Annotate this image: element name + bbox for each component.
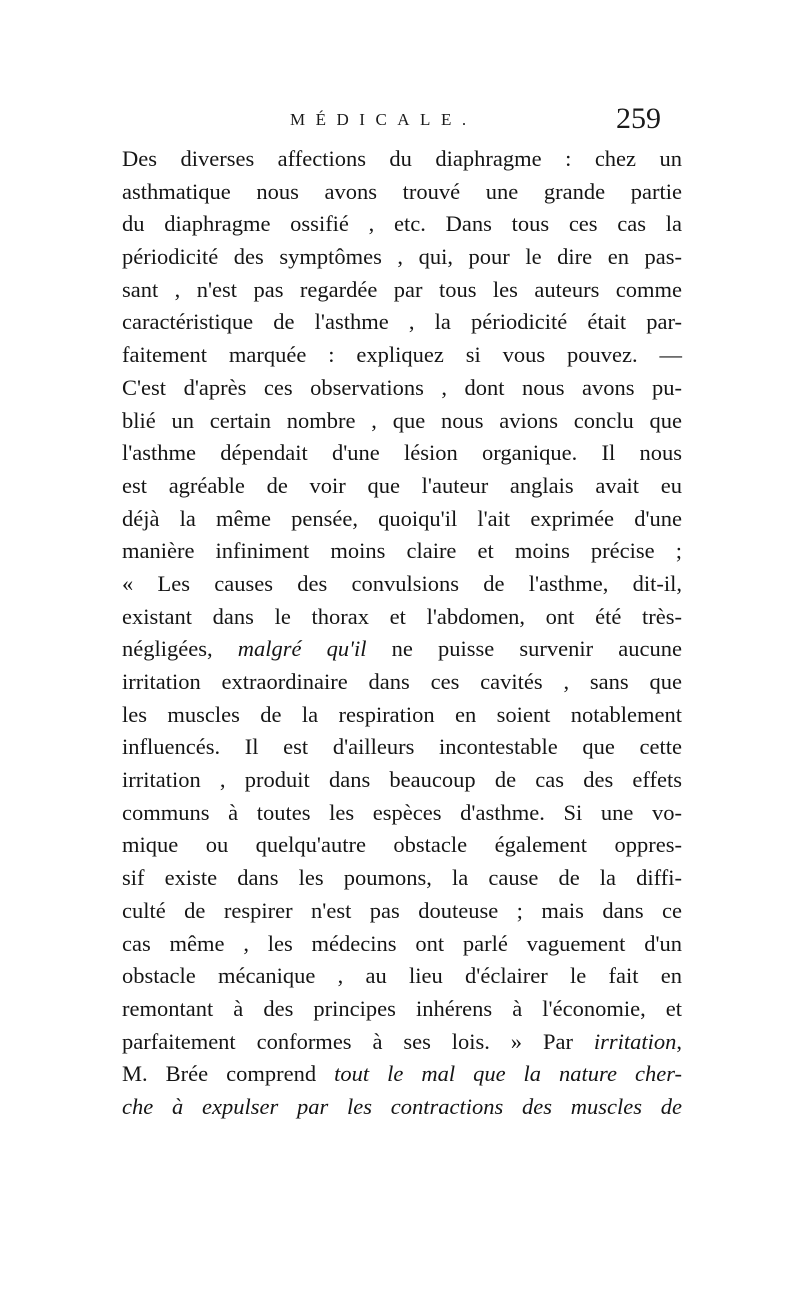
text-segment: faitement marquée : expliquez si vous pouvez. —: [122, 342, 682, 368]
italic-text: che à expulser par les contractions des muscles de: [122, 1093, 682, 1119]
text-line: [122, 797, 682, 830]
text-segment: communs à toutes les espèces d'asthme. Si une vo-: [122, 799, 682, 825]
text-segment: périodicité des symptômes , qui, pour le dire en pas-: [122, 244, 682, 270]
text-segment: est agréable de voir que l'auteur anglais avait eu: [122, 472, 682, 498]
text-segment: Des diverses affections du diaphragme : chez un: [122, 146, 682, 171]
text-segment: caractéristique de l'asthme , la périodicité était par-: [122, 309, 682, 335]
text-line: [122, 993, 682, 1026]
text-line: [122, 731, 682, 764]
text-line: [122, 470, 682, 503]
text-segment: cas même , les médecins ont parlé vaguement d'un: [122, 930, 682, 956]
text-line: [122, 405, 682, 438]
text-line: [122, 1091, 682, 1124]
text-segment: parfaitement conformes à ses lois. » Par: [122, 1028, 594, 1054]
text-segment: ,: [676, 1028, 682, 1054]
text-line: [122, 1058, 682, 1091]
text-line: [122, 633, 682, 666]
text-line: [122, 176, 682, 209]
text-segment: asthmatique nous avons trouvé une grande partie: [122, 178, 682, 204]
text-segment: ne puisse survenir aucune: [366, 636, 682, 662]
text-segment: manière infiniment moins claire et moins précise ;: [122, 538, 682, 564]
text-line: [122, 601, 682, 634]
text-segment: sant , n'est pas regardée par tous les auteurs comme: [122, 276, 682, 302]
text-line: [122, 208, 682, 241]
running-head: [0, 102, 800, 142]
text-line: [122, 568, 682, 601]
text-line: [122, 274, 682, 307]
text-segment: du diaphragme ossifié , etc. Dans tous ces cas la: [122, 211, 682, 237]
body-text: [122, 143, 682, 1124]
text-segment: blié un certain nombre , que nous avions conclu que: [122, 407, 682, 433]
text-line: [122, 666, 682, 699]
text-line: [122, 895, 682, 928]
text-line: [122, 241, 682, 274]
text-segment: M. Brée comprend: [122, 1061, 335, 1087]
text-line: [122, 960, 682, 993]
text-segment: existant dans le thorax et l'abdomen, ont été très-: [122, 603, 682, 629]
text-line: [122, 372, 682, 405]
text-segment: « Les causes des convulsions de l'asthme, dit-il,: [122, 570, 682, 596]
text-line: [122, 699, 682, 732]
text-segment: l'asthme dépendait d'une lésion organique. Il nous: [122, 440, 682, 466]
text-segment: mique ou quelqu'autre obstacle également oppres-: [122, 832, 682, 858]
text-segment: influencés. Il est d'ailleurs incontestable que cette: [122, 734, 682, 760]
text-segment: obstacle mécanique , au lieu d'éclairer le fait en: [122, 963, 682, 989]
text-segment: C'est d'après ces observations , dont nous avons pu-: [122, 374, 682, 400]
text-line: [122, 862, 682, 895]
text-segment: remontant à des principes inhérens à l'économie, et: [122, 995, 682, 1021]
text-line: [122, 829, 682, 862]
italic-text: tout le mal que la nature cher-: [334, 1061, 682, 1087]
text-segment: sif existe dans les poumons, la cause de la diffi-: [122, 865, 682, 891]
text-line: [122, 143, 682, 176]
text-line: [122, 339, 682, 372]
text-segment: déjà la même pensée, quoiqu'il l'ait exprimée d'une: [122, 505, 682, 531]
running-title: MÉDICALE.: [290, 110, 477, 129]
text-line: [122, 1026, 682, 1059]
text-line: [122, 503, 682, 536]
text-segment: culté de respirer n'est pas douteuse ; mais dans ce: [122, 897, 682, 923]
text-line: [122, 928, 682, 961]
text-segment: irritation , produit dans beaucoup de cas des effets: [122, 767, 682, 793]
page-number: 259: [616, 102, 661, 135]
text-line: [122, 306, 682, 339]
text-segment: irritation extraordinaire dans ces cavités , sans que: [122, 669, 682, 694]
text-line: [122, 437, 682, 470]
text-line: [122, 764, 682, 797]
italic-text: irritation: [593, 1028, 677, 1054]
text-segment: les muscles de la respiration en soient notablement: [122, 701, 682, 727]
italic-text: malgré qu'il: [237, 636, 367, 662]
text-segment: négligées,: [122, 636, 238, 662]
text-line: [122, 535, 682, 568]
